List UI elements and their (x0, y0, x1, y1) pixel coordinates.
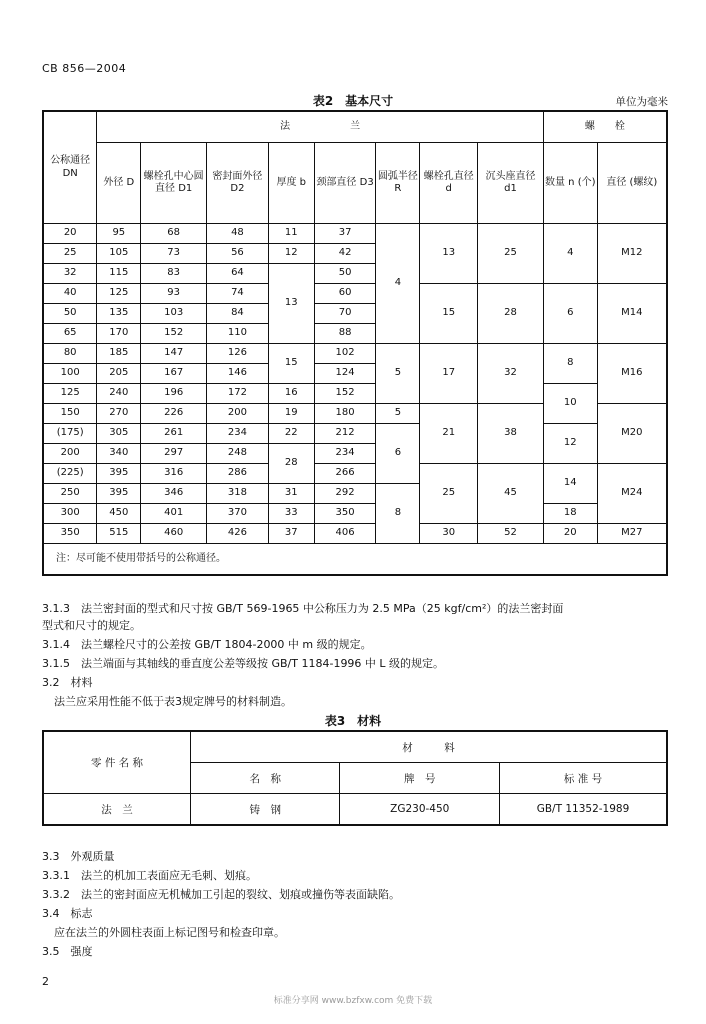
col-dn: 公称通径 DN (43, 111, 97, 224)
cell-D2: 200 (207, 404, 269, 424)
cell-dn: 125 (43, 384, 97, 404)
cell-D3: 124 (314, 364, 376, 384)
cell-D: 340 (97, 444, 141, 464)
col-material-name: 名 称 (191, 763, 340, 794)
cell-D2: 56 (207, 244, 269, 264)
cell-dn: 65 (43, 324, 97, 344)
cell-dn: 32 (43, 264, 97, 284)
cell-D1: 167 (141, 364, 207, 384)
cell-D3: 42 (314, 244, 376, 264)
table-row (43, 504, 667, 524)
cell-b: 13 (268, 264, 314, 344)
cell-D: 395 (97, 464, 141, 484)
cell-D: 115 (97, 264, 141, 284)
cell-D1: 152 (141, 324, 207, 344)
cell-D2: 146 (207, 364, 269, 384)
cell-thread: M27 (597, 524, 667, 544)
cell-d: 25 (420, 464, 478, 524)
cell-D3: 212 (314, 424, 376, 444)
cell-D1: 103 (141, 304, 207, 324)
cell-D2: 74 (207, 284, 269, 304)
col-radius: 圆弧半径 R (376, 143, 420, 224)
cell-D2: 248 (207, 444, 269, 464)
cell-d1: 25 (478, 224, 544, 284)
cell-standard: GB/T 11352-1989 (500, 794, 668, 826)
cell-n: 6 (543, 284, 597, 344)
col-thickness: 厚度 b (268, 143, 314, 224)
cell-d: 17 (420, 344, 478, 404)
col-seal-diameter: 密封面外径 D2 (207, 143, 269, 224)
cell-dn: (175) (43, 424, 97, 444)
section-heading: 3.2 材料 (42, 676, 93, 689)
cell-D2: 84 (207, 304, 269, 324)
cell-D3: 102 (314, 344, 376, 364)
cell-D: 205 (97, 364, 141, 384)
cell-D3: 88 (314, 324, 376, 344)
cell-dn: 250 (43, 484, 97, 504)
cell-thread: M20 (597, 404, 667, 464)
cell-R: 6 (376, 424, 420, 484)
cell-D2: 318 (207, 484, 269, 504)
col-material: 材 料 (191, 731, 668, 763)
cell-dn: 300 (43, 504, 97, 524)
cell-R: 5 (376, 404, 420, 424)
cell-D2: 126 (207, 344, 269, 364)
cell-D3: 350 (314, 504, 376, 524)
cell-dn: 25 (43, 244, 97, 264)
cell-b: 33 (268, 504, 314, 524)
cell-D: 450 (97, 504, 141, 524)
cell-thread: M14 (597, 284, 667, 344)
cell-thread: M16 (597, 344, 667, 404)
cell-b: 37 (268, 524, 314, 544)
paragraph: 3.1.5 法兰端面与其轴线的垂直度公差等级按 GB/T 1184-1996 中 L 级的规定。 (42, 657, 445, 670)
cell-n: 20 (543, 524, 597, 544)
cell-d: 30 (420, 524, 478, 544)
cell-D2: 48 (207, 224, 269, 244)
paragraph: 法兰应采用性能不低于表3规定牌号的材料制造。 (54, 695, 292, 708)
cell-d1: 52 (478, 524, 544, 544)
col-counterbore: 沉头座直径 d1 (478, 143, 544, 224)
cell-D1: 460 (141, 524, 207, 544)
cell-n: 14 (543, 464, 597, 504)
page-number: 2 (42, 975, 49, 988)
standard-code: CB 856—2004 (42, 62, 127, 75)
cell-D3: 50 (314, 264, 376, 284)
cell-b: 16 (268, 384, 314, 404)
section-heading: 3.4 标志 (42, 907, 93, 920)
cell-D3: 70 (314, 304, 376, 324)
cell-D3: 292 (314, 484, 376, 504)
cell-thread: M12 (597, 224, 667, 284)
paragraph: 3.1.4 法兰螺栓尺寸的公差按 GB/T 1804-2000 中 m 级的规定。 (42, 638, 372, 651)
table-row (43, 424, 667, 444)
cell-n: 8 (543, 344, 597, 384)
cell-dn: 200 (43, 444, 97, 464)
cell-D3: 406 (314, 524, 376, 544)
cell-D1: 147 (141, 344, 207, 364)
group-bolt: 螺 栓 (543, 111, 667, 143)
cell-material-name: 铸 钢 (191, 794, 340, 826)
cell-D: 95 (97, 224, 141, 244)
cell-grade: ZG230-450 (340, 794, 500, 826)
table2-unit: 单位为毫米 (615, 96, 668, 108)
paragraph: 3.3.2 法兰的密封面应无机械加工引起的裂纹、划痕或撞伤等表面缺陷。 (42, 888, 400, 901)
cell-D: 135 (97, 304, 141, 324)
cell-n: 4 (543, 224, 597, 284)
cell-D: 305 (97, 424, 141, 444)
cell-dn: 100 (43, 364, 97, 384)
col-neck-diameter: 颈部直径 D3 (314, 143, 376, 224)
col-bolt-count: 数量 n (个) (543, 143, 597, 224)
cell-D1: 73 (141, 244, 207, 264)
cell-dn: 20 (43, 224, 97, 244)
cell-D: 170 (97, 324, 141, 344)
cell-D: 395 (97, 484, 141, 504)
cell-b: 31 (268, 484, 314, 504)
col-bolt-circle: 螺栓孔中心圆直径 D1 (141, 143, 207, 224)
cell-D1: 401 (141, 504, 207, 524)
cell-D2: 234 (207, 424, 269, 444)
cell-d1: 28 (478, 284, 544, 344)
col-grade: 牌 号 (340, 763, 500, 794)
cell-D3: 60 (314, 284, 376, 304)
table2-note: 注：尽可能不使用带括号的公称通径。 (43, 544, 667, 576)
cell-d1: 38 (478, 404, 544, 464)
watermark: 标准分享网 www.bzfxw.com 免费下载 (273, 996, 433, 1006)
cell-D1: 346 (141, 484, 207, 504)
table3-caption: 表3 材料 (324, 714, 382, 728)
col-bolt-thread: 直径 (螺纹) (597, 143, 667, 224)
cell-D2: 110 (207, 324, 269, 344)
table-row (43, 344, 667, 364)
cell-b: 15 (268, 344, 314, 384)
cell-D1: 93 (141, 284, 207, 304)
cell-dn: 50 (43, 304, 97, 324)
cell-n: 12 (543, 424, 597, 464)
paragraph: 型式和尺寸的规定。 (42, 619, 141, 632)
cell-part: 法 兰 (43, 794, 191, 826)
table-row (43, 524, 667, 544)
cell-n: 18 (543, 504, 597, 524)
cell-d: 15 (420, 284, 478, 344)
cell-dn: (225) (43, 464, 97, 484)
cell-b: 28 (268, 444, 314, 484)
cell-D2: 426 (207, 524, 269, 544)
cell-R: 8 (376, 484, 420, 544)
cell-d: 13 (420, 224, 478, 284)
cell-dn: 80 (43, 344, 97, 364)
cell-dn: 350 (43, 524, 97, 544)
cell-D: 240 (97, 384, 141, 404)
cell-D2: 64 (207, 264, 269, 284)
section-heading: 3.5 强度 (42, 945, 93, 958)
col-outer-diameter: 外径 D (97, 143, 141, 224)
cell-D1: 83 (141, 264, 207, 284)
cell-D3: 234 (314, 444, 376, 464)
section-heading: 3.3 外观质量 (42, 850, 115, 863)
cell-D3: 266 (314, 464, 376, 484)
materials-table (42, 730, 668, 826)
cell-thread: M24 (597, 464, 667, 524)
table2-caption: 表2 基本尺寸 (312, 94, 394, 108)
cell-b: 19 (268, 404, 314, 424)
cell-b: 12 (268, 244, 314, 264)
table-row (43, 224, 667, 244)
cell-dn: 40 (43, 284, 97, 304)
cell-D: 185 (97, 344, 141, 364)
cell-D1: 68 (141, 224, 207, 244)
cell-R: 5 (376, 344, 420, 404)
col-standard: 标 准 号 (500, 763, 668, 794)
cell-D1: 196 (141, 384, 207, 404)
dimensions-table (42, 110, 668, 576)
cell-D2: 172 (207, 384, 269, 404)
cell-D: 270 (97, 404, 141, 424)
table-row (43, 284, 667, 304)
cell-D1: 261 (141, 424, 207, 444)
paragraph: 3.1.3 法兰密封面的型式和尺寸按 GB/T 569-1965 中公称压力为 2.5 MPa（25 kgf/cm²）的法兰密封面 (42, 602, 564, 615)
cell-D1: 297 (141, 444, 207, 464)
cell-D3: 180 (314, 404, 376, 424)
cell-D1: 226 (141, 404, 207, 424)
cell-D2: 370 (207, 504, 269, 524)
table-row (43, 384, 667, 404)
col-part-name: 零 件 名 称 (43, 731, 191, 794)
cell-d1: 45 (478, 464, 544, 524)
cell-D3: 37 (314, 224, 376, 244)
cell-D3: 152 (314, 384, 376, 404)
cell-b: 22 (268, 424, 314, 444)
cell-D2: 286 (207, 464, 269, 484)
cell-R: 4 (376, 224, 420, 344)
paragraph: 应在法兰的外圆柱表面上标记图号和检查印章。 (54, 926, 285, 939)
group-flange: 法 兰 (97, 111, 543, 143)
paragraph: 3.3.1 法兰的机加工表面应无毛刺、划痕。 (42, 869, 257, 882)
cell-D1: 316 (141, 464, 207, 484)
cell-D: 105 (97, 244, 141, 264)
col-hole-diameter: 螺栓孔直径 d (420, 143, 478, 224)
cell-d: 21 (420, 404, 478, 464)
cell-D: 125 (97, 284, 141, 304)
cell-b: 11 (268, 224, 314, 244)
table-row (43, 794, 667, 826)
cell-D: 515 (97, 524, 141, 544)
cell-n: 10 (543, 384, 597, 424)
table-row (43, 464, 667, 484)
cell-d1: 32 (478, 344, 544, 404)
cell-dn: 150 (43, 404, 97, 424)
